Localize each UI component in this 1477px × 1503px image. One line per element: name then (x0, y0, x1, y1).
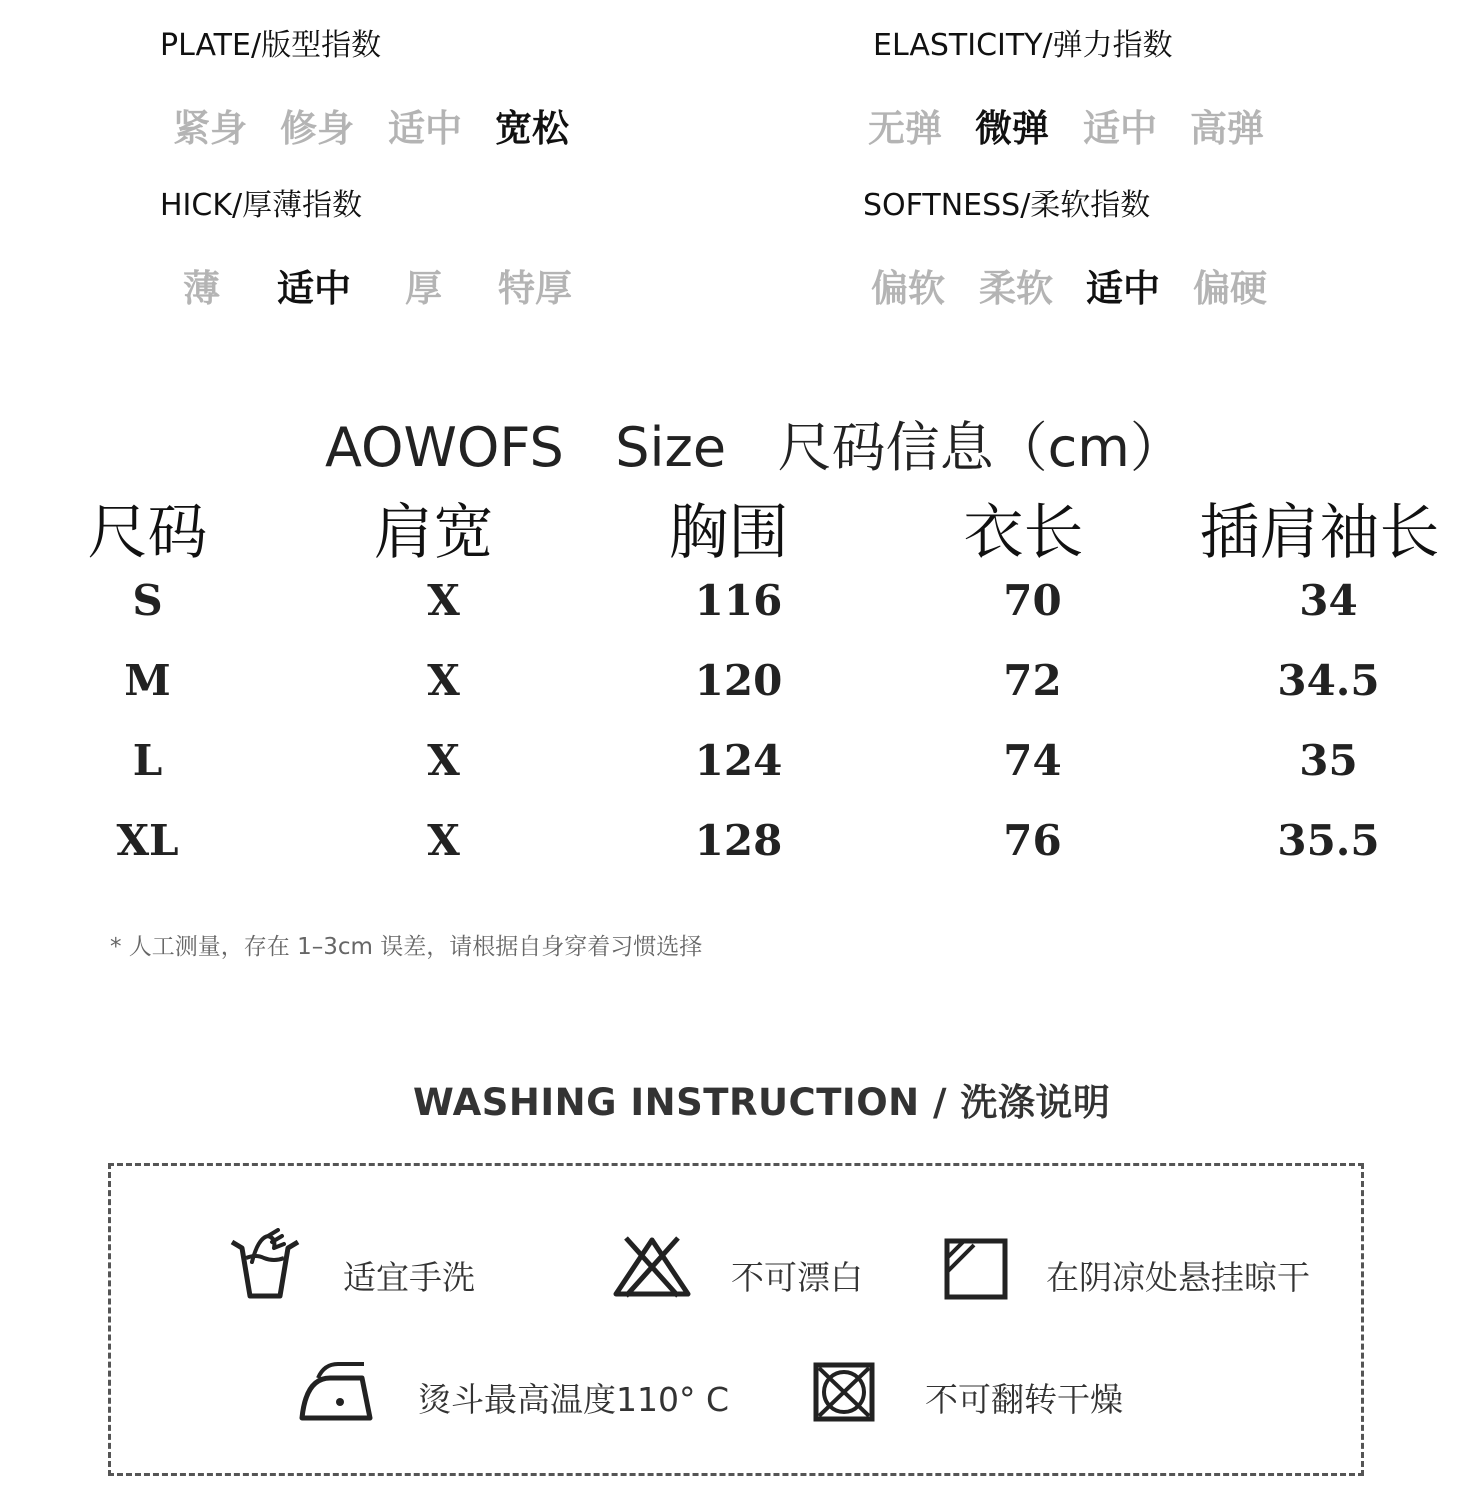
softness-option-selected: 适中 (1086, 267, 1160, 310)
thickness-index-title: HICK/厚薄指数 (160, 188, 363, 223)
plate-option: 适中 (388, 107, 462, 150)
hand-wash-label: 适宜手洗 (343, 1258, 475, 1297)
table-row (0, 656, 1477, 712)
shoulder-cell: X (427, 656, 460, 705)
softness-option: 柔软 (979, 267, 1053, 310)
iron-label: 烫斗最高温度110° C (418, 1380, 730, 1419)
thickness-option: 厚 (405, 267, 442, 310)
column-header-length: 衣长 (963, 498, 1084, 568)
softness-option: 偏软 (871, 267, 945, 310)
no-tumble-dry-label: 不可翻转干燥 (925, 1380, 1123, 1419)
plate-index-title: PLATE/版型指数 (160, 28, 382, 63)
sleeve-cell: 35 (1299, 736, 1358, 785)
no-bleach-icon (612, 1234, 692, 1298)
chest-cell: 116 (694, 576, 783, 625)
chest-cell: 124 (694, 736, 783, 785)
washing-title: WASHING INSTRUCTION / 洗涤说明 (413, 1081, 1111, 1124)
size-cell: XL (116, 816, 179, 865)
hand-wash-icon (228, 1228, 302, 1300)
chest-cell: 120 (694, 656, 783, 705)
size-table (0, 480, 1477, 880)
length-cell: 74 (1003, 736, 1062, 785)
elasticity-option: 适中 (1083, 107, 1157, 150)
elasticity-index-title: ELASTICITY/弹力指数 (873, 28, 1173, 63)
shoulder-cell: X (427, 816, 460, 865)
softness-option: 偏硬 (1193, 267, 1267, 310)
thickness-option: 特厚 (498, 267, 572, 310)
length-cell: 72 (1003, 656, 1062, 705)
length-cell: 70 (1003, 576, 1062, 625)
size-cell: S (132, 576, 163, 625)
measurement-note: * 人工测量，存在 1–3cm 误差，请根据自身穿着习惯选择 (110, 934, 703, 960)
column-header-chest: 胸围 (668, 498, 789, 568)
table-row (0, 816, 1477, 872)
size-cell: L (132, 736, 163, 785)
iron-icon (298, 1358, 374, 1424)
chest-cell: 128 (694, 816, 783, 865)
line-dry-shade-label: 在阴凉处悬挂晾干 (1046, 1258, 1310, 1297)
length-cell: 76 (1003, 816, 1062, 865)
elasticity-option: 无弹 (868, 107, 942, 150)
shoulder-cell: X (427, 576, 460, 625)
column-header-raglan-sleeve: 插肩袖长 (1199, 498, 1440, 568)
column-header-shoulder: 肩宽 (373, 498, 494, 568)
column-header-size: 尺码 (87, 498, 208, 568)
elasticity-option-selected: 微弹 (975, 107, 1049, 150)
elasticity-option: 高弹 (1190, 107, 1264, 150)
no-tumble-dry-icon (813, 1362, 875, 1422)
shoulder-cell: X (427, 736, 460, 785)
line-dry-shade-icon (944, 1238, 1008, 1300)
no-bleach-label: 不可漂白 (731, 1258, 863, 1297)
sleeve-cell: 34 (1299, 576, 1358, 625)
size-table-heading: AOWOFS Size 尺码信息（cm） (325, 416, 1184, 479)
softness-index-title: SOFTNESS/柔软指数 (863, 188, 1151, 223)
table-row (0, 736, 1477, 792)
sleeve-cell: 35.5 (1277, 816, 1380, 865)
sleeve-cell: 34.5 (1277, 656, 1380, 705)
attribute-indices (0, 0, 1477, 330)
thickness-option-selected: 适中 (277, 267, 351, 310)
plate-option: 紧身 (173, 107, 247, 150)
plate-option: 修身 (280, 107, 354, 150)
plate-option-selected: 宽松 (495, 107, 569, 150)
table-row (0, 576, 1477, 632)
washing-instructions-box (108, 1163, 1364, 1476)
size-cell: M (124, 656, 171, 705)
thickness-option: 薄 (183, 267, 220, 310)
